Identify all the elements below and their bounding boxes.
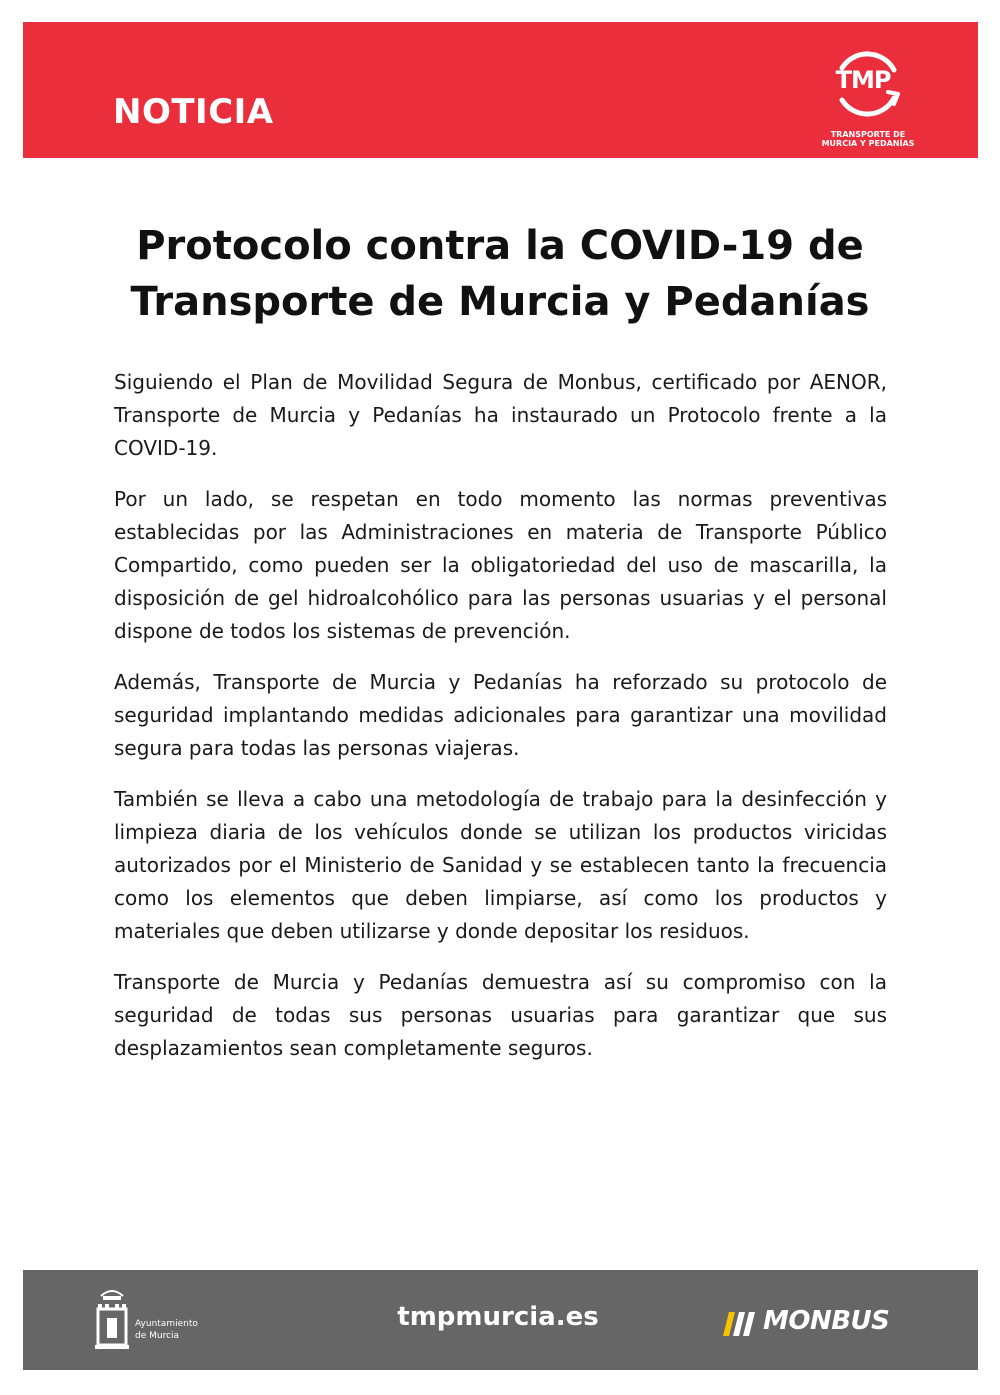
ayuntamiento-line2: de Murcia xyxy=(135,1331,180,1341)
website-link[interactable]: tmpmurcia.es xyxy=(397,1302,599,1332)
tmp-subtitle-line2: MURCIA Y PEDANÍAS xyxy=(821,139,915,148)
paragraph: También se lleva a cabo una metodología de trabajo para la desinfección y limpieza diaria de los vehículos donde se utilizan los productos viricidas autorizados por el Ministerio de Sanidad y se establecen tanto la frecuencia como los elementos que deben limpiarse, así como los productos y materiales que deben utilizarse y donde depositar los residuos. xyxy=(114,787,887,943)
header-label: NOTICIA xyxy=(113,92,274,132)
article-body xyxy=(114,366,887,1083)
castle-crest-icon xyxy=(95,1286,129,1352)
ayuntamiento-line1: Ayuntamiento xyxy=(135,1319,198,1329)
tmp-acronym: TMP xyxy=(835,66,891,94)
tmp-subtitle-line1: TRANSPORTE DE xyxy=(830,130,906,139)
footer-banner xyxy=(23,1270,978,1370)
monbus-wordmark: MONBUS xyxy=(763,1306,890,1336)
title-line2: Transporte de Murcia y Pedanías xyxy=(130,279,870,325)
tmp-logo xyxy=(813,44,923,154)
ayuntamiento-logo xyxy=(95,1282,235,1358)
paragraph: Transporte de Murcia y Pedanías demuestra así su compromiso con la seguridad de todas sus personas usuarias para garantizar que sus desplazamientos sean completamente seguros. xyxy=(114,970,887,1060)
monbus-stripes-icon xyxy=(723,1312,761,1336)
paragraph: Además, Transporte de Murcia y Pedanías ha reforzado su protocolo de seguridad implantando medidas adicionales para garantizar una movilidad segura para todas las personas viajeras. xyxy=(114,670,887,760)
paragraph: Por un lado, se respetan en todo momento las normas preventivas establecidas por las Administraciones en materia de Transporte Público Compartido, como pueden ser la obligatoriedad del uso de mascarilla, la disposición de gel hidroalcohólico para las personas usuarias y el personal dispone de todos los sistemas de prevención. xyxy=(114,487,887,643)
paragraph: Siguiendo el Plan de Movilidad Segura de Monbus, certificado por AENOR, Transporte de Murcia y Pedanías ha instaurado un Protocolo frente a la COVID-19. xyxy=(114,370,887,460)
header-banner xyxy=(23,22,978,158)
monbus-logo xyxy=(723,1306,913,1340)
title-line1: Protocolo contra la COVID-19 de xyxy=(136,223,864,269)
tmp-subtitle xyxy=(813,130,923,148)
ayuntamiento-text xyxy=(135,1318,198,1342)
page-title xyxy=(80,218,920,330)
